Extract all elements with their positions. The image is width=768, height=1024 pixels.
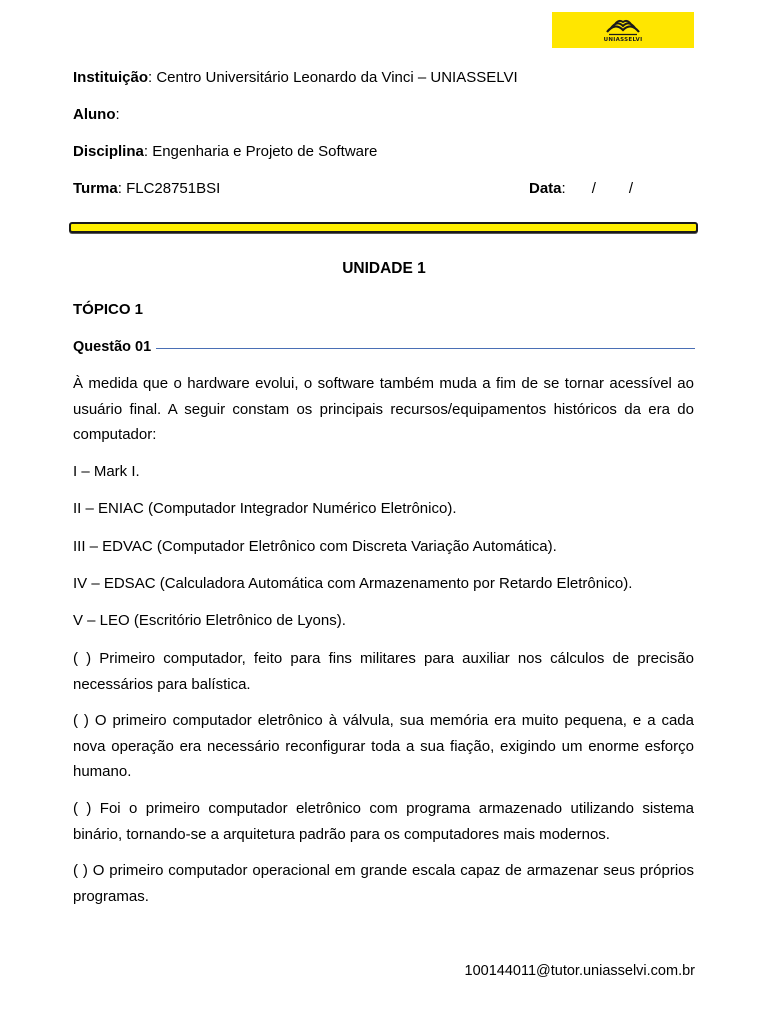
field-instituicao xyxy=(73,69,518,87)
unit-title: UNIDADE 1 xyxy=(342,260,426,277)
date-slash-1: / xyxy=(591,180,596,197)
book-wings-icon xyxy=(605,18,641,36)
value-instituicao: : Centro Universitário Leonardo da Vinci – UNIASSELVI xyxy=(148,69,518,86)
field-turma xyxy=(73,180,220,198)
answer-option: ( ) O primeiro computador operacional em grande escala capaz de armazenar seus próprios programas. xyxy=(73,862,694,905)
question-heading xyxy=(73,339,695,355)
list-item: III – EDVAC (Computador Eletrônico com Discreta Variação Automática). xyxy=(73,538,557,555)
question-label: Questão 01 xyxy=(73,339,152,355)
label-turma: Turma xyxy=(73,180,118,197)
uniasselvi-logo xyxy=(552,12,694,48)
date-slash-2: / xyxy=(628,180,634,197)
value-data: : xyxy=(561,180,566,197)
value-aluno: : xyxy=(115,106,120,123)
list-item: II – ENIAC (Computador Integrador Numérico Eletrônico). xyxy=(73,500,457,517)
list-item: IV – EDSAC (Calculadora Automática com Armazenamento por Retardo Eletrônico). xyxy=(73,575,633,592)
field-aluno xyxy=(73,106,120,124)
field-data xyxy=(529,180,633,198)
list-item: I – Mark I. xyxy=(73,463,140,480)
topic-title: TÓPICO 1 xyxy=(73,301,144,318)
field-disciplina xyxy=(73,143,377,161)
footer-email: 100144011@tutor.uniasselvi.com.br xyxy=(464,963,695,979)
answer-option: ( ) O primeiro computador eletrônico à válvula, sua memória era muito pequena, e a cada nova operação era necessário reconfigurar toda a sua fiação, exigindo um enorme esforço humano. xyxy=(73,712,694,780)
label-aluno: Aluno xyxy=(73,106,116,123)
label-disciplina: Disciplina xyxy=(73,143,144,160)
value-disciplina: : Engenharia e Projeto de Software xyxy=(143,143,378,160)
logo-text: UNIASSELVI xyxy=(603,36,643,43)
value-turma: : FLC28751BSI xyxy=(117,180,221,197)
yellow-divider-bar xyxy=(69,222,698,233)
question-rule xyxy=(156,348,695,349)
list-item: V – LEO (Escritório Eletrônico de Lyons). xyxy=(73,612,346,629)
label-data: Data xyxy=(529,180,562,197)
label-instituicao: Instituição xyxy=(73,69,149,86)
answer-option: ( ) Foi o primeiro computador eletrônico com programa armazenado utilizando sistema binário, tornando-se a arquitetura padrão para os computadores mais modernos. xyxy=(73,800,694,843)
question-intro: À medida que o hardware evolui, o software também muda a fim de se tornar acessível ao usuário final. A seguir constam os principais recursos/equipamentos históricos da era do computador: xyxy=(73,375,694,443)
answer-option: ( ) Primeiro computador, feito para fins militares para auxiliar nos cálculos de precisão necessários para balística. xyxy=(73,650,694,693)
